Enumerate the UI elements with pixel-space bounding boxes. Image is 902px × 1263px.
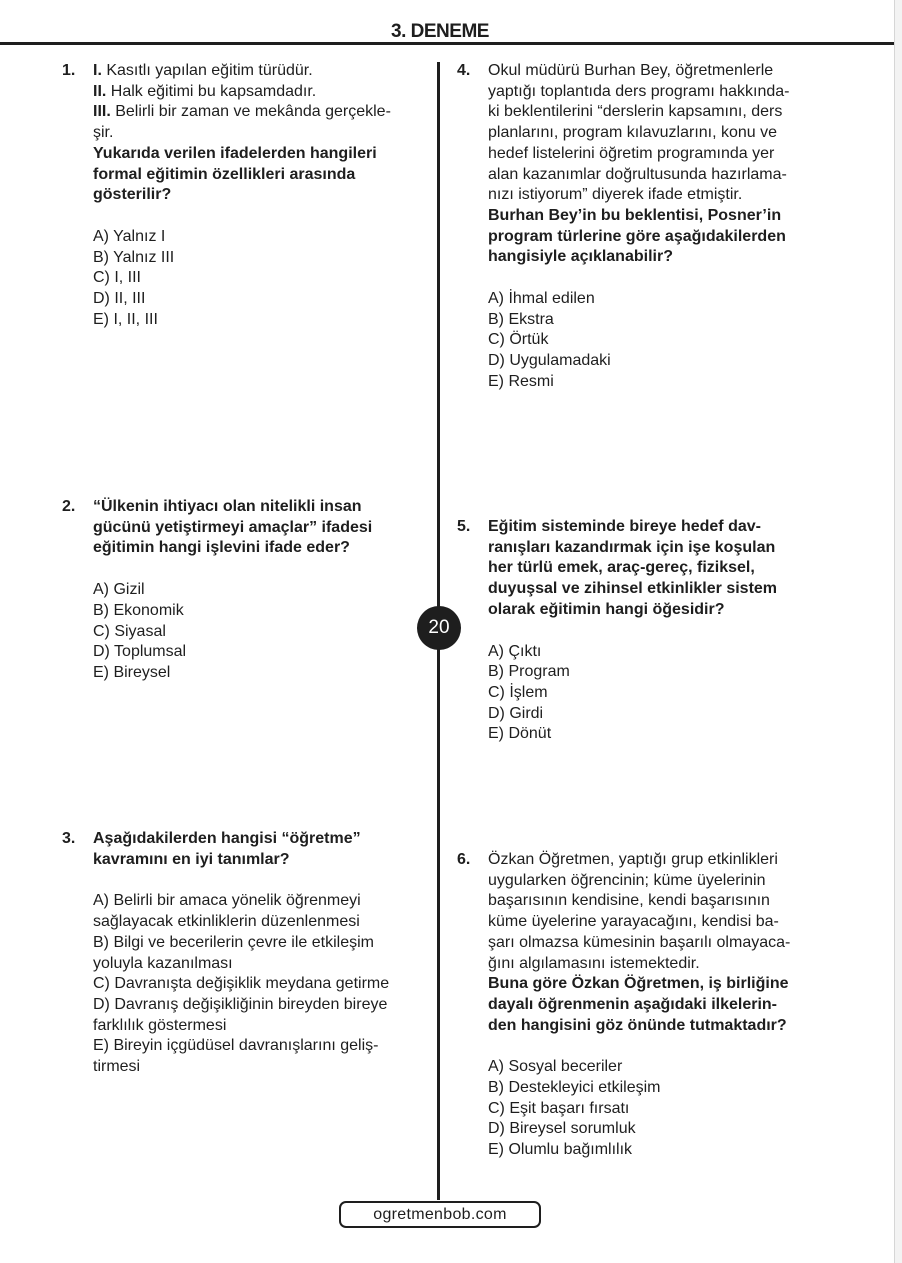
question-stem: kavramını en iyi tanımlar? xyxy=(93,850,290,868)
option-b[interactable]: B) Destekleyici etkileşim xyxy=(488,1079,661,1097)
question-stem: Eğitim sisteminde bireye hedef dav- xyxy=(488,518,761,535)
option-a[interactable]: A) Gizil xyxy=(93,581,145,599)
option-c[interactable]: C) İşlem xyxy=(488,683,548,701)
option-d[interactable] xyxy=(93,995,422,1036)
question-stem: duyuşsal ve zihinsel etkinlikler sistem xyxy=(488,580,778,598)
option-b-line: B) Bilgi ve becerilerin çevre ile etkileşim xyxy=(93,933,374,951)
question-stem: her türlü emek, araç-gereç, fiziksel, xyxy=(488,559,755,577)
option-a-line: sağlayacak etkinliklerin düzenlenmesi xyxy=(93,913,360,931)
question-number: 3. xyxy=(62,830,76,847)
question-5 xyxy=(457,517,837,745)
question-number: 5. xyxy=(457,518,471,535)
statement-2 xyxy=(93,82,422,103)
option-a-line: A) Belirli bir amaca yönelik öğrenmeyi xyxy=(93,892,361,910)
question-text: planlarını, program kılavuzlarını, konu ve xyxy=(488,124,778,142)
statement-text: Kasıtlı yapılan eğitim türüdür. xyxy=(101,62,313,79)
option-c[interactable]: C) Eşit başarı fırsatı xyxy=(488,1099,630,1117)
header-divider xyxy=(0,42,894,45)
question-text: ki beklentilerini “derslerin kapsamını, ders xyxy=(488,103,783,121)
question-text: uygularken öğrencinin; küme üyelerinin xyxy=(488,871,766,889)
option-b[interactable]: B) Ekstra xyxy=(488,310,554,328)
option-a[interactable]: A) Sosyal beceriler xyxy=(488,1058,623,1076)
option-b[interactable]: B) Yalnız III xyxy=(93,248,175,266)
statement-text: Halk eğitimi bu kapsamdadır. xyxy=(106,82,317,100)
option-e[interactable]: E) Bireysel xyxy=(93,663,171,681)
question-4 xyxy=(457,61,837,393)
question-stem: program türlerine göre aşağıdakilerden xyxy=(488,227,786,245)
option-d[interactable]: D) Uygulamadaki xyxy=(488,352,611,370)
option-e[interactable] xyxy=(93,1036,422,1077)
option-a[interactable]: A) Çıktı xyxy=(488,642,542,660)
question-stem: gösterilir? xyxy=(93,186,172,204)
option-b[interactable] xyxy=(93,933,422,974)
question-text: ğını algılamasını istemektedir. xyxy=(488,954,700,972)
question-1 xyxy=(62,61,422,330)
question-number: 4. xyxy=(457,62,471,79)
statement-3 xyxy=(93,102,422,123)
question-number: 1. xyxy=(62,62,76,79)
option-e[interactable]: E) Resmi xyxy=(488,372,554,390)
option-c-line: C) Davranışta değişiklik meydana getirme xyxy=(93,975,390,993)
question-6 xyxy=(457,850,837,1161)
question-text: alan kazanımlar doğrultusunda hazırlama- xyxy=(488,165,787,183)
option-a[interactable]: A) Yalnız I xyxy=(93,227,166,245)
question-text: başarısının kendisine, kendi başarısının xyxy=(488,892,770,910)
question-stem: gücünü yetiştirmeyi amaçlar” ifadesi xyxy=(93,518,373,536)
question-text: Özkan Öğretmen, yaptığı grup etkinlikleri xyxy=(488,851,778,868)
page-title: 3. DENEME xyxy=(391,21,489,42)
statement-label: I. xyxy=(93,62,102,79)
question-stem: hangisiyle açıklanabilir? xyxy=(488,248,673,266)
question-text: küme üyelerine yarayacağını, kendisi ba- xyxy=(488,913,779,931)
question-3 xyxy=(62,829,422,1078)
option-b-line: yoluyla kazanılması xyxy=(93,954,233,972)
option-c[interactable]: C) Siyasal xyxy=(93,622,166,640)
question-stem: den hangisini göz önünde tutmaktadır? xyxy=(488,1016,787,1034)
question-stem: ranışları kazandırmak için işe koşulan xyxy=(488,538,776,556)
footer-website-link[interactable]: ogretmenbob.com xyxy=(339,1201,541,1228)
question-number: 2. xyxy=(62,498,76,515)
page-number-badge: 20 xyxy=(417,606,461,650)
question-text: Okul müdürü Burhan Bey, öğretmenlerle xyxy=(488,62,774,79)
question-text: nızı istiyorum” diyerek ifade etmiştir. xyxy=(488,186,743,204)
option-c[interactable]: C) I, III xyxy=(93,269,141,287)
option-e[interactable]: E) Olumlu bağımlılık xyxy=(488,1141,633,1159)
option-d[interactable]: D) Bireysel sorumluk xyxy=(488,1120,636,1138)
question-stem: formal eğitimin özellikleri arasında xyxy=(93,165,356,183)
question-stem: Yukarıda verilen ifadelerden hangileri xyxy=(93,144,377,162)
option-c[interactable]: C) Örtük xyxy=(488,331,549,349)
option-e[interactable]: E) Dönüt xyxy=(488,725,552,743)
question-2 xyxy=(62,497,422,684)
option-e[interactable]: E) I, II, III xyxy=(93,310,158,328)
question-stem: Buna göre Özkan Öğretmen, iş birliğine xyxy=(488,975,789,993)
option-a[interactable]: A) İhmal edilen xyxy=(488,290,595,308)
option-b[interactable]: B) Ekonomik xyxy=(93,601,184,619)
option-d-line: D) Davranış değişikliğinin bireyden bireye xyxy=(93,995,388,1013)
option-d[interactable]: D) II, III xyxy=(93,290,146,308)
statement-3-continuation: şir. xyxy=(93,124,114,142)
question-number: 6. xyxy=(457,851,471,868)
question-stem: eğitimin hangi işlevini ifade eder? xyxy=(93,539,350,557)
question-stem: olarak eğitimin hangi öğesidir? xyxy=(488,600,725,618)
question-text: yaptığı toplantıda ders programı hakkında- xyxy=(488,82,790,100)
option-c[interactable] xyxy=(93,974,422,995)
option-d-line: farklılık göstermesi xyxy=(93,1016,227,1034)
option-e-line: E) Bireyin içgüdüsel davranışlarını geliş- xyxy=(93,1037,379,1055)
option-e-line: tirmesi xyxy=(93,1058,141,1076)
option-b[interactable]: B) Program xyxy=(488,663,570,681)
statement-1 xyxy=(93,61,422,82)
option-a[interactable] xyxy=(93,891,422,932)
statement-text: Belirli bir zaman ve mekânda gerçekle- xyxy=(110,103,391,121)
page-edge-scrollbar xyxy=(894,0,902,1263)
question-text: şarı olmazsa kümesinin başarılı olmayaca- xyxy=(488,933,791,951)
question-stem: Burhan Bey’in bu beklentisi, Posner’in xyxy=(488,206,782,224)
option-d[interactable]: D) Toplumsal xyxy=(93,643,187,661)
statement-label: III. xyxy=(93,103,111,121)
question-text: hedef listelerini öğretim programında yer xyxy=(488,144,775,162)
statement-label: II. xyxy=(93,82,107,100)
question-stem: Aşağıdakilerden hangisi “öğretme” xyxy=(93,830,361,847)
option-d[interactable]: D) Girdi xyxy=(488,704,544,722)
question-stem: “Ülkenin ihtiyacı olan nitelikli insan xyxy=(93,498,362,515)
question-stem: dayalı öğrenmenin aşağıdaki ilkelerin- xyxy=(488,995,777,1013)
